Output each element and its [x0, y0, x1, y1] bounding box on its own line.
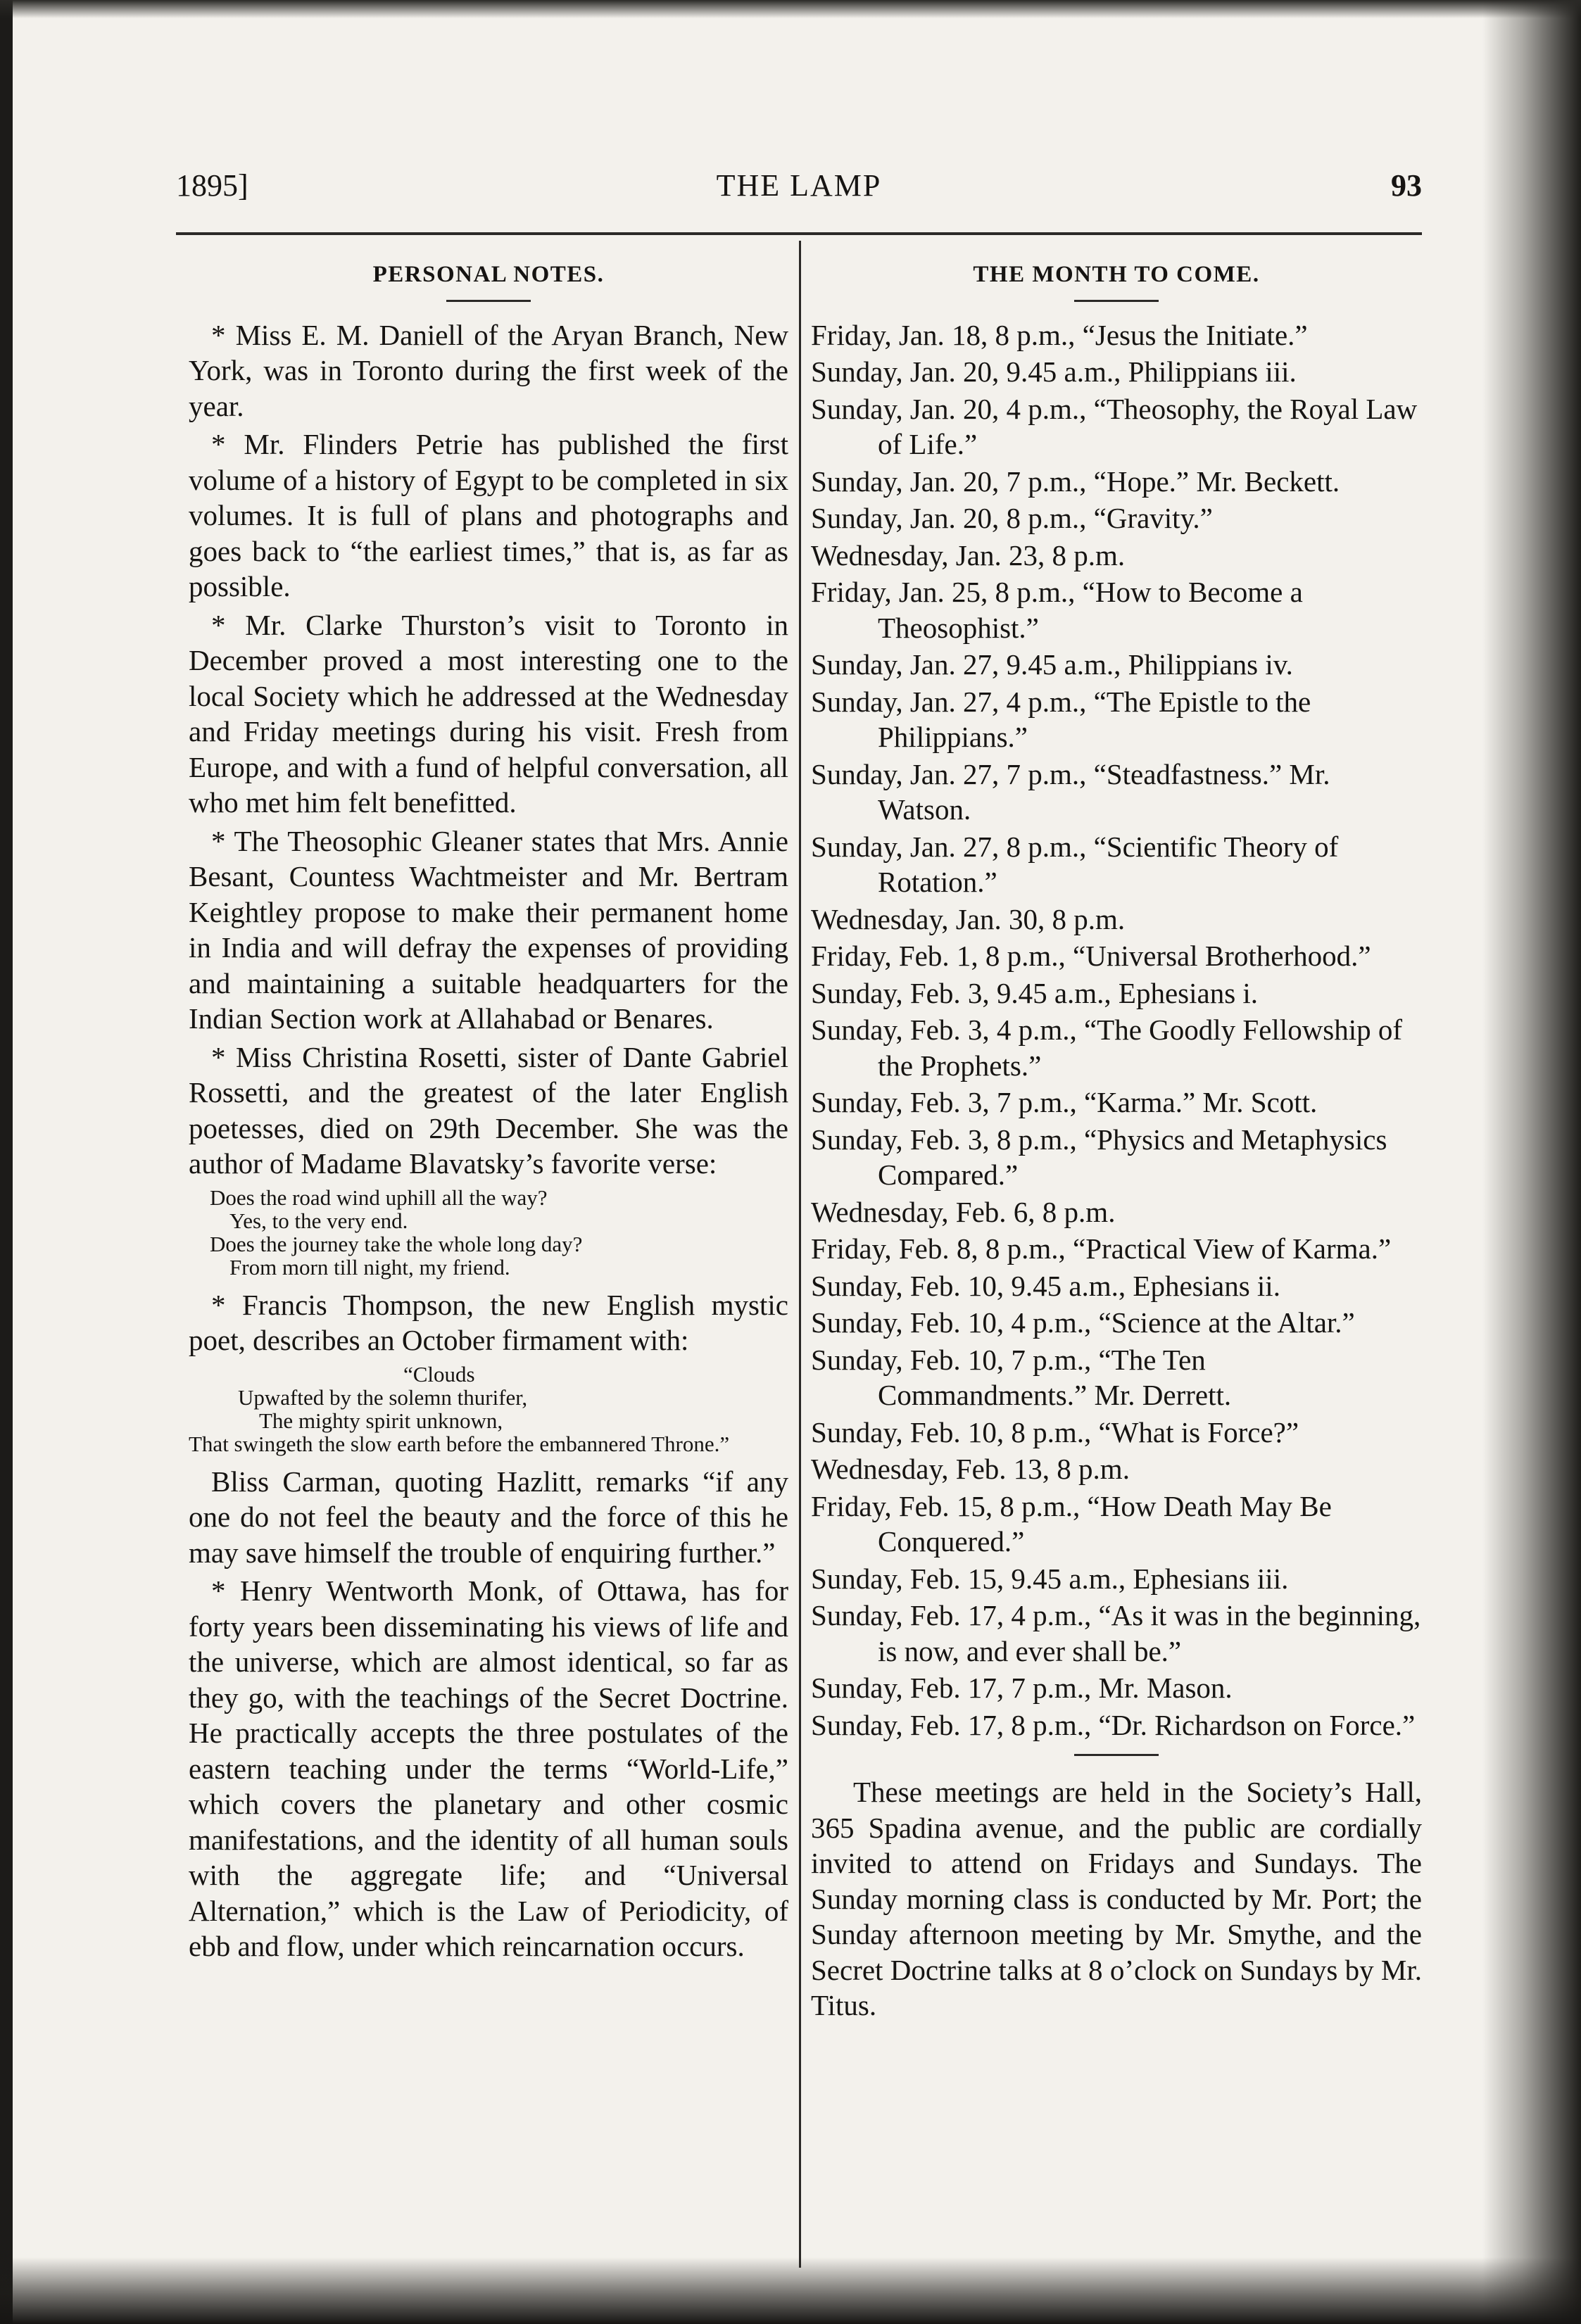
poem-line: From morn till night, my friend. [229, 1254, 510, 1280]
event-item: Sunday, Feb. 10, 7 p.m., “The Ten Commandments.” Mr. Derrett. [811, 1343, 1232, 1411]
event-item: Sunday, Jan. 20, 9.45 a.m., Philippians iii. [811, 355, 1297, 388]
page-right-shadow [1482, 0, 1581, 2324]
page-left-shadow [0, 0, 13, 2324]
event-item: Sunday, Feb. 10, 8 p.m., “What is Force?” [811, 1415, 1299, 1448]
event-item: Friday, Feb. 15, 8 p.m., “How Death May Be Conquered.” [811, 1489, 1332, 1558]
event-item: Sunday, Jan. 27, 8 p.m., “Scientific Theory of Rotation.” [811, 830, 1339, 898]
event-item: Wednesday, Jan. 23, 8 p.m. [811, 538, 1126, 571]
note-paragraph: * Miss E. M. Daniell of the Aryan Branch, New York, was in Toronto during the first week of the year. [189, 318, 788, 422]
event-item: Sunday, Feb. 15, 9.45 a.m., Ephesians iii. [811, 1562, 1289, 1595]
thompson-poem [189, 1363, 788, 1455]
poem-line: Does the road wind uphill all the way? [210, 1185, 548, 1210]
running-head-year: 1895] [176, 168, 248, 203]
poem-line: Does the journey take the whole long day? [210, 1231, 583, 1256]
personal-notes-heading: PERSONAL NOTES. [372, 262, 605, 287]
event-item: Sunday, Jan. 27, 4 p.m., “The Epistle to the Philippians.” [811, 685, 1311, 753]
heading-rule [1074, 300, 1159, 302]
event-item: Sunday, Jan. 27, 7 p.m., “Steadfastness.” Mr. Watson. [811, 757, 1330, 826]
event-item: Friday, Jan. 25, 8 p.m., “How to Become a Theosophist.” [811, 576, 1303, 644]
event-item: Sunday, Feb. 10, 9.45 a.m., Ephesians ii. [811, 1269, 1280, 1302]
events-list [811, 317, 1422, 1743]
running-head [176, 168, 1422, 217]
event-item: Wednesday, Jan. 30, 8 p.m. [811, 902, 1126, 935]
note-paragraph: * Mr. Flinders Petrie has published the first volume of a history of Egypt to be completed in six volumes. It is full of plans and photographs and goes back to “the earliest times,” that is, as far as possible. [189, 428, 788, 602]
event-item: Wednesday, Feb. 13, 8 p.m. [811, 1453, 1130, 1485]
note-paragraph: Bliss Carman, quoting Hazlitt, remarks “if any one do not feel the beauty and the force of this he may save himself the trouble of enquiring further.” [189, 1465, 788, 1569]
event-item: Sunday, Feb. 10, 4 p.m., “Science at the Altar.” [811, 1306, 1355, 1339]
poem-line: That swingeth the slow earth before the embannered Throne.” [189, 1431, 730, 1456]
event-item: Sunday, Feb. 3, 8 p.m., “Physics and Metaphysics Compared.” [811, 1123, 1387, 1191]
event-item: Friday, Feb. 1, 8 p.m., “Universal Brotherhood.” [811, 940, 1371, 972]
note-paragraph: * Mr. Clarke Thurston’s visit to Toronto in December proved a most interesting one to the local Society which he addressed at the Wednesday and Friday meetings during his visit. Fresh from Europe, and with a fund of helpful conversation, all who met him felt benefitted. [189, 608, 788, 819]
note-paragraph: * Miss Christina Rosetti, sister of Dante Gabriel Rossetti, and the greatest of the later English poetesses, died on 29th December. She was the author of Madame Blavatsky’s favorite verse: [189, 1040, 788, 1180]
rossetti-poem [189, 1186, 788, 1279]
poem-line: The mighty spirit unknown, [259, 1408, 503, 1433]
heading-rule [446, 300, 531, 302]
event-item: Sunday, Feb. 3, 7 p.m., “Karma.” Mr. Scott. [811, 1086, 1318, 1118]
event-item: Friday, Jan. 18, 8 p.m., “Jesus the Initiate.” [811, 318, 1308, 351]
event-item: Friday, Feb. 8, 8 p.m., “Practical View of Karma.” [811, 1232, 1392, 1265]
page-number: 93 [1391, 168, 1422, 203]
note-paragraph: * Francis Thompson, the new English mystic poet, describes an October firmament with: [189, 1288, 788, 1356]
page-bottom-shadow [0, 2257, 1581, 2324]
poem-line: Yes, to the very end. [229, 1208, 408, 1233]
running-head-title: THE LAMP [716, 168, 882, 203]
event-item: Sunday, Feb. 3, 9.45 a.m., Ephesians i. [811, 976, 1259, 1009]
month-to-come-column [811, 257, 1422, 2023]
note-paragraph: * Henry Wentworth Monk, of Ottawa, has for forty years been disseminating his views of life and the universe, which are almost identical, so far as they go, with the teachings of the Secret Doctrine. He practically accepts the three postulates of the eastern teaching under the terms “World-Life,” which covers the planetary and other cosmic manifestations, and the identity of all human souls with the aggregate life; and “Universal Alternation,” which is the Law of Periodicity, of ebb and flow, under which reincarnation occurs. [189, 1574, 788, 1962]
meetings-notice: These meetings are held in the Society’s Hall, 365 Spadina avenue, and the public are cordially invited to attend on Fridays and Sundays. The Sunday morning class is conducted by Mr. Port; the Sunday afternoon meeting by Mr. Smythe, and the Secret Doctrine talks at 8 o’clock on Sundays by Mr. Titus. [811, 1776, 1422, 2021]
header-rule [176, 232, 1422, 235]
event-item: Sunday, Feb. 17, 8 p.m., “Dr. Richardson on Force.” [811, 1708, 1416, 1741]
poem-line: Upwafted by the solemn thurifer, [238, 1384, 528, 1410]
event-item: Sunday, Feb. 3, 4 p.m., “The Goodly Fellowship of the Prophets.” [811, 1013, 1403, 1082]
note-paragraph: * The Theosophic Gleaner states that Mrs. Annie Besant, Countess Wachtmeister and Mr. Bertram Keightley propose to make their permanent home in India and will defray the expenses of providing and maintaining a suitable headquarters for the Indian Section work at Allahabad or Benares. [189, 824, 788, 1035]
event-item: Sunday, Jan. 27, 9.45 a.m., Philippians iv. [811, 648, 1293, 681]
event-item: Sunday, Jan. 20, 4 p.m., “Theosophy, the Royal Law of Life.” [811, 392, 1418, 460]
event-item: Wednesday, Feb. 6, 8 p.m. [811, 1195, 1116, 1228]
month-to-come-heading: THE MONTH TO COME. [973, 262, 1260, 287]
personal-notes-column [189, 257, 788, 1967]
event-item: Sunday, Jan. 20, 7 p.m., “Hope.” Mr. Beckett. [811, 465, 1340, 498]
notice-rule [1074, 1754, 1159, 1756]
column-divider [799, 241, 801, 2268]
event-item: Sunday, Feb. 17, 7 p.m., Mr. Mason. [811, 1672, 1233, 1704]
event-item: Sunday, Jan. 20, 8 p.m., “Gravity.” [811, 502, 1213, 534]
event-item: Sunday, Feb. 17, 4 p.m., “As it was in the beginning, is now, and ever shall be.” [811, 1599, 1421, 1667]
page-top-shadow [0, 0, 1581, 18]
poem-line: “Clouds [403, 1361, 475, 1387]
